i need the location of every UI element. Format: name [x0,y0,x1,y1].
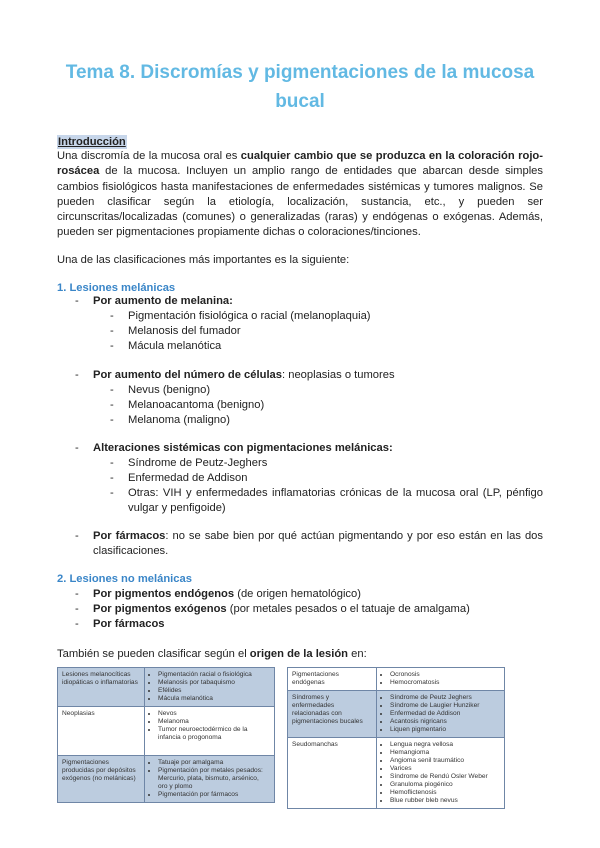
origin-table-left [57,667,275,803]
table-row [288,738,505,809]
table-cell: Síndromes y enfermedades relacionadas con pigmentaciones bucales [288,691,377,738]
table-row [58,707,275,756]
intro-paragraph: Una discromía de la mucosa oral es cualquier cambio que se produzca en la coloración rojo-rosácea de la mucosa. Incluyen un amplio rango de entidades que abarcan desde simples cambios fisiológicos hasta manifestaciones de enfermedades sistémicas y tumores malignos. Se pueden clasificar según la etiología, localización, sustancia, etc., y pueden ser circunscritas/localizadas (comunes) o generalizadas (raras) y endógenas o exógenas. Además, pueden ser pigmentaciones propiamente dichas o coloraciones/tinciones. [57,150,543,239]
table-cell: Pigmentaciones endógenas [288,668,377,691]
table-cell: • Ocronosis • Hemocromatosis [377,668,505,691]
page-title: Tema 8. Discromías y pigmentaciones de la mucosa bucal [65,62,535,112]
origin-table-right [287,667,505,809]
intro-heading: Introducción [58,136,126,148]
section-non-melanic-title: 2. Lesiones no melánicas [57,573,192,585]
table-cell: Lesiones melanocíticas idiopáticas o inflamatorias [58,668,145,707]
table-row [288,691,505,738]
table-cell: • Nevos • Melanoma • Tumor neuroectodérmico de la infancia o progonoma [145,707,275,756]
table-cell: Neoplasias [58,707,145,756]
table-cell: Seudomanchas [288,738,377,809]
section-melanic-title: 1. Lesiones melánicas [57,282,176,294]
table-cell: Pigmentaciones producidas por depósitos exógenos (no melánicas) [58,756,145,803]
table-row [58,668,275,707]
table-cell: • Pigmentación racial o fisiológica • Melanosis por tabaquismo • Efélides • Mácula melanótica [145,668,275,707]
table-row [288,668,505,691]
table-row [58,756,275,803]
table-cell: • Tatuaje por amalgama • Pigmentación por metales pesados: Mercurio, plata, bismuto, arsénico, oro y plomo • Pigmentación por fármacos [145,756,275,803]
table-cell: • Síndrome de Peutz Jeghers • Síndrome de Laugier Hunziker • Enfermedad de Addison • Acantosis nigricans • Liquen pigmentario [377,691,505,738]
origin-intro: También se pueden clasificar según el origen de la lesión en: [57,648,367,660]
classification-intro: Una de las clasificaciones más importantes es la siguiente: [57,254,350,266]
table-cell: • Lengua negra vellosa • Hemangioma • Angioma senil traumático • Varices • Síndrome de Rendú Osler Weber • Granuloma piogénico • Hemoflictenosis • Blue rubber bleb nevus [377,738,505,809]
